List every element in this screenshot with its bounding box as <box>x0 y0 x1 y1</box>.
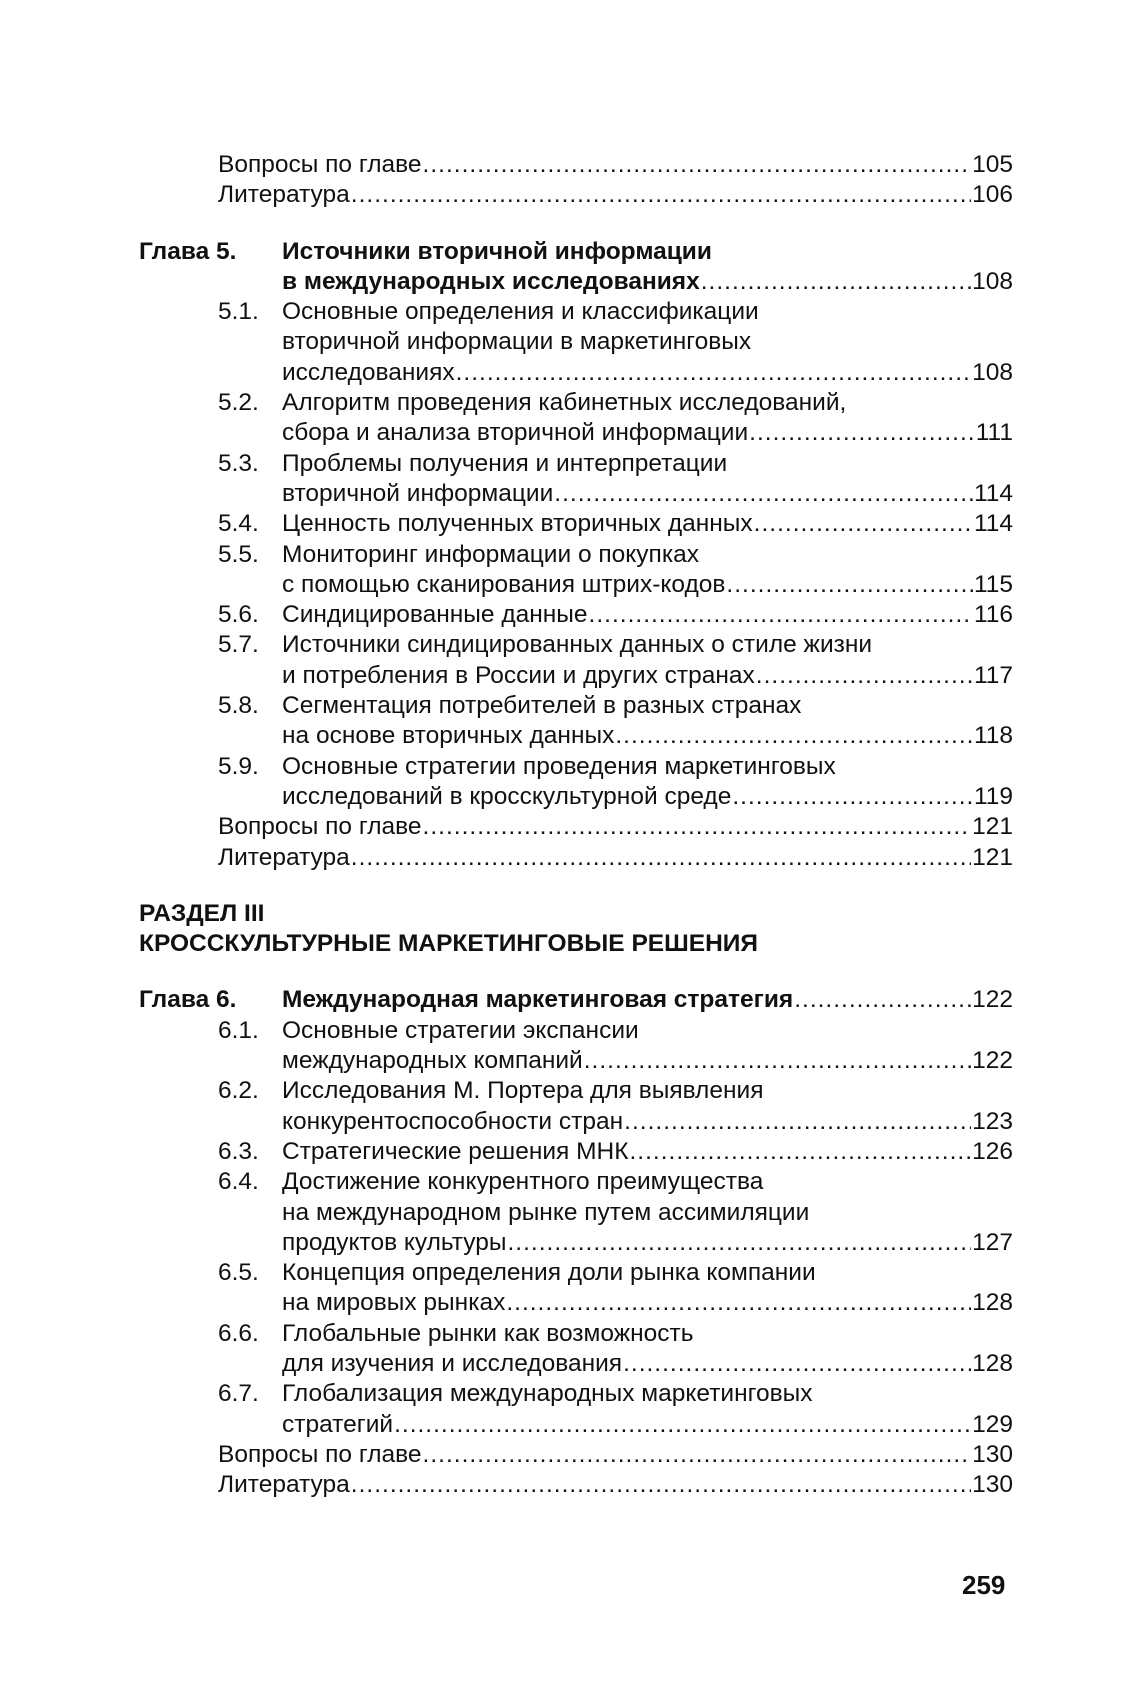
subentry-text: Основные стратегии проведения маркетинговых <box>282 752 836 780</box>
entry-page: 117 <box>973 661 1013 689</box>
chapter-title: в международных исследованиях <box>282 267 700 295</box>
toc-subentry-line <box>139 1410 1013 1440</box>
toc-subentry-line <box>139 327 1013 357</box>
subentry-number: 5.2. <box>218 389 259 417</box>
entry-page: 127 <box>972 1228 1013 1256</box>
chapter-title: Международная маркетинговая стратегия <box>282 986 794 1014</box>
entry-page: 128 <box>972 1349 1013 1377</box>
chapter-5-heading-cont <box>139 267 1013 297</box>
toc-subentry <box>139 509 1013 539</box>
toc-subentry <box>139 1379 1013 1440</box>
leader-dots <box>351 843 971 873</box>
toc-subentry <box>139 630 1013 691</box>
subentry-text: вторичной информации в маркетинговых <box>282 328 752 356</box>
entry-page: 105 <box>972 151 1013 178</box>
toc-subentry-line <box>139 358 1013 388</box>
leader-dots <box>423 150 972 180</box>
subentry-text: Основные стратегии экспансии <box>282 1016 639 1044</box>
subentry-number: 5.9. <box>218 752 259 780</box>
leader-dots <box>394 1410 971 1440</box>
chapter-6-heading <box>139 985 1013 1015</box>
toc-subentry <box>139 1137 1013 1167</box>
subentry-number: 6.6. <box>218 1319 259 1347</box>
toc-subentry-line <box>139 509 1013 539</box>
subentry-text: Ценность полученных вторичных данных <box>282 510 753 538</box>
chapter-6-items <box>139 1016 1013 1440</box>
toc-subentry-line <box>139 1016 1013 1046</box>
entry-page: 130 <box>972 1440 1013 1468</box>
entry-page: 126 <box>972 1137 1013 1165</box>
entry-text: Вопросы по главе <box>218 151 422 178</box>
leader-dots <box>615 721 973 751</box>
chapter-label: Глава 5. <box>139 237 237 265</box>
toc-subentry-line <box>139 1167 1013 1197</box>
toc-subentry-line <box>139 782 1013 812</box>
subentry-text: Синдицированные данные <box>282 601 588 629</box>
chapter-5-items <box>139 297 1013 812</box>
toc-subentry <box>139 1258 1013 1319</box>
chapter-label: Глава 6. <box>139 986 237 1014</box>
toc-subentry-line <box>139 752 1013 782</box>
leader-dots <box>630 1137 972 1167</box>
entry-page: 130 <box>972 1471 1013 1499</box>
leader-dots <box>423 812 972 842</box>
subentry-text: продуктов культуры <box>282 1228 507 1256</box>
subentry-number: 6.7. <box>218 1380 259 1408</box>
subentry-text: сбора и анализа вторичной информации <box>282 419 749 447</box>
entry-page: 121 <box>972 813 1013 841</box>
subentry-text: Проблемы получения и интерпретации <box>282 449 728 477</box>
toc-subentry-line <box>139 570 1013 600</box>
entry-page: 108 <box>972 358 1013 386</box>
subentry-text: на международном рынке путем ассимиляции <box>282 1198 810 1226</box>
entry-page: 118 <box>973 722 1013 750</box>
leader-dots <box>351 180 971 210</box>
toc-entry <box>139 150 1013 180</box>
entry-page: 122 <box>972 986 1013 1014</box>
leader-dots <box>456 358 972 388</box>
subentry-text: вторичной информации <box>282 479 554 507</box>
subentry-text: Концепция определения доли рынка компании <box>282 1259 816 1287</box>
toc-subentry-line <box>139 721 1013 751</box>
table-of-contents <box>139 150 1013 1500</box>
subentry-text: Источники синдицированных данных о стиле жизни <box>282 631 873 659</box>
entry-page: 121 <box>972 843 1013 871</box>
subentry-number: 5.4. <box>218 510 259 538</box>
toc-subentry-line <box>139 1198 1013 1228</box>
entry-text: Литература <box>218 843 350 871</box>
subentry-text: на мировых рынках <box>282 1289 506 1317</box>
toc-subentry-line <box>139 600 1013 630</box>
toc-subentry <box>139 752 1013 813</box>
toc-subentry-line <box>139 630 1013 660</box>
toc-subentry-line <box>139 1319 1013 1349</box>
toc-subentry-line <box>139 1076 1013 1106</box>
entry-page: 119 <box>973 782 1013 810</box>
subentry-text: на основе вторичных данных <box>282 722 615 750</box>
toc-subentry-line <box>139 691 1013 721</box>
leader-dots <box>423 1440 972 1470</box>
spacer <box>139 959 1013 985</box>
subentry-number: 5.7. <box>218 631 259 659</box>
toc-subentry <box>139 1076 1013 1137</box>
toc-subentry <box>139 691 1013 752</box>
entry-page: 122 <box>972 1047 1013 1075</box>
leader-dots <box>794 985 971 1015</box>
toc-subentry <box>139 600 1013 630</box>
toc-subentry-line <box>139 418 1013 448</box>
toc-subentry-line <box>139 1137 1013 1167</box>
entry-page: 114 <box>973 510 1013 538</box>
entry-text: Вопросы по главе <box>218 1440 422 1468</box>
leader-dots <box>506 1288 971 1318</box>
leader-dots <box>624 1107 971 1137</box>
leader-dots <box>507 1228 971 1258</box>
entry-text: Литература <box>218 1471 350 1499</box>
leader-dots <box>623 1349 971 1379</box>
entry-page: 106 <box>972 181 1013 209</box>
subentry-text: для изучения и исследования <box>282 1349 623 1377</box>
toc-entry <box>139 1470 1013 1500</box>
entry-page: 129 <box>972 1410 1013 1438</box>
leader-dots <box>351 1470 971 1500</box>
leader-dots <box>754 509 973 539</box>
toc-entry <box>139 812 1013 842</box>
entry-page: 128 <box>972 1289 1013 1317</box>
subentry-text: Основные определения и классификации <box>282 298 759 326</box>
subentry-text: Исследования М. Портера для выявления <box>282 1077 764 1105</box>
subentry-text: исследованиях <box>282 358 455 386</box>
toc-subentry-line <box>139 661 1013 691</box>
toc-entry <box>139 180 1013 210</box>
toc-subentry-line <box>139 1107 1013 1137</box>
leader-dots <box>756 661 973 691</box>
toc-entry <box>139 843 1013 873</box>
leader-dots <box>701 267 971 297</box>
entry-page: 115 <box>973 570 1013 598</box>
toc-subentry <box>139 1016 1013 1077</box>
leader-dots <box>726 570 973 600</box>
leader-dots <box>584 1046 971 1076</box>
toc-subentry <box>139 1167 1013 1258</box>
toc-subentry-line <box>139 449 1013 479</box>
toc-subentry-line <box>139 1228 1013 1258</box>
subentry-text: Глобализация международных маркетинговых <box>282 1380 813 1408</box>
subentry-number: 5.8. <box>218 692 259 720</box>
toc-subentry-line <box>139 1288 1013 1318</box>
subentry-number: 6.2. <box>218 1077 259 1105</box>
subentry-text: Достижение конкурентного преимущества <box>282 1168 764 1196</box>
toc-subentry-line <box>139 1046 1013 1076</box>
subentry-text: с помощью сканирования штрих-кодов <box>282 570 726 598</box>
leader-dots <box>589 600 973 630</box>
subentry-number: 6.4. <box>218 1168 259 1196</box>
spacer <box>139 873 1013 899</box>
toc-subentry-line <box>139 540 1013 570</box>
subentry-number: 5.1. <box>218 298 259 326</box>
toc-subentry <box>139 540 1013 601</box>
toc-subentry-line <box>139 297 1013 327</box>
spacer <box>139 211 1013 237</box>
toc-subentry-line <box>139 479 1013 509</box>
subentry-number: 6.3. <box>218 1137 259 1165</box>
entry-page: 116 <box>973 601 1013 629</box>
subentry-text: и потребления в России и других странах <box>282 661 755 689</box>
entry-text: Вопросы по главе <box>218 813 422 841</box>
subentry-text: Мониторинг информации о покупках <box>282 540 699 568</box>
leader-dots <box>749 418 975 448</box>
chapter-5-heading <box>139 237 1013 267</box>
section-heading-line2: КРОССКУЛЬТУРНЫЕ МАРКЕТИНГОВЫЕ РЕШЕНИЯ <box>139 930 758 958</box>
subentry-text: Стратегические решения МНК <box>282 1137 629 1165</box>
toc-subentry-line <box>139 388 1013 418</box>
subentry-text: Глобальные рынки как возможность <box>282 1319 694 1347</box>
subentry-number: 5.3. <box>218 449 259 477</box>
entry-page: 114 <box>973 479 1013 507</box>
entry-page: 123 <box>972 1107 1013 1135</box>
entry-text: Литература <box>218 181 350 209</box>
page-number: 259 <box>962 1570 1006 1600</box>
subentry-text: международных компаний <box>282 1047 583 1075</box>
entry-page: 111 <box>975 419 1013 447</box>
leader-dots <box>554 479 973 509</box>
subentry-text: конкурентоспособности стран <box>282 1107 624 1135</box>
subentry-number: 6.5. <box>218 1259 259 1287</box>
toc-subentry-line <box>139 1379 1013 1409</box>
subentry-number: 6.1. <box>218 1016 259 1044</box>
entry-page: 108 <box>972 267 1013 295</box>
subentry-text: Сегментация потребителей в разных странах <box>282 692 802 720</box>
chapter-title: Источники вторичной информации <box>282 237 712 265</box>
subentry-text: исследований в кросскультурной среде <box>282 782 732 810</box>
toc-subentry <box>139 297 1013 388</box>
toc-subentry-line <box>139 1258 1013 1288</box>
toc-subentry-line <box>139 1349 1013 1379</box>
subentry-number: 5.6. <box>218 601 259 629</box>
leader-dots <box>732 782 973 812</box>
subentry-text: стратегий <box>282 1410 394 1438</box>
toc-subentry <box>139 388 1013 449</box>
subentry-text: Алгоритм проведения кабинетных исследований, <box>282 389 847 417</box>
section-heading-line1: РАЗДЕЛ III <box>139 899 265 927</box>
toc-subentry <box>139 449 1013 510</box>
subentry-number: 5.5. <box>218 540 259 568</box>
toc-entry <box>139 1440 1013 1470</box>
toc-subentry <box>139 1319 1013 1380</box>
